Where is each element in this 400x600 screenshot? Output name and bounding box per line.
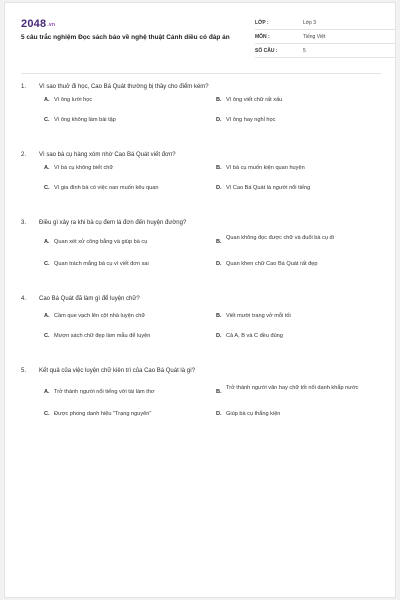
site-logo[interactable] — [21, 18, 55, 30]
meta-row-question-count — [255, 44, 395, 58]
option-letter: D. — [216, 185, 222, 191]
question-3 — [21, 219, 383, 283]
answer-options — [21, 95, 383, 123]
question-number: 4. — [21, 296, 27, 302]
answer-options — [21, 231, 383, 267]
question-number: 3. — [21, 220, 27, 226]
option-letter: C. — [44, 333, 50, 339]
meta-label: SỐ CÂU : — [255, 48, 278, 54]
option-text: Quan trách mắng bà cụ vì viết đơn sai — [54, 261, 149, 267]
option-text: Vì ông hay nghỉ học — [226, 117, 276, 123]
option-text: Quan khen chữ Cao Bá Quát rất đẹp — [226, 261, 318, 267]
option-letter: A. — [44, 97, 50, 103]
option-text: Viết mười trang vở mỗi tối — [226, 313, 291, 319]
meta-row-grade — [255, 16, 395, 30]
header-divider — [21, 73, 381, 74]
option-letter: B. — [216, 239, 222, 245]
option-text: Vì bà cụ không biết chữ — [54, 165, 114, 171]
question-text — [21, 219, 383, 231]
option-text: Vì Cao Bá Quát là người nổi tiếng — [226, 185, 311, 191]
option-letter: B. — [216, 389, 222, 395]
worksheet-header — [21, 16, 381, 71]
option-text: Vì gia đình bà có việc oan muốn kêu quan — [54, 185, 159, 191]
option-letter: D. — [216, 117, 222, 123]
question-2 — [21, 151, 383, 207]
meta-value: Lớp 3 — [303, 20, 317, 26]
option-letter: D. — [216, 261, 222, 267]
logo-suffix: .vn — [47, 22, 56, 28]
question-prompt: Vì sao thuở đi học, Cao Bá Quát thường bị thầy cho điểm kém? — [39, 84, 209, 90]
question-5 — [21, 367, 383, 417]
worksheet-meta — [255, 16, 395, 58]
option-letter: C. — [44, 261, 50, 267]
question-prompt: Cao Bá Quát đã làm gì để luyện chữ? — [39, 296, 140, 302]
option-letter: A. — [44, 165, 50, 171]
worksheet-title: 5 câu trắc nghiệm Đọc sách báo về nghệ thuật Cánh diều có đáp án — [21, 34, 230, 41]
meta-label: MÔN : — [255, 34, 270, 40]
question-prompt: Kết quả của việc luyện chữ kiên trì của Cao Bá Quát là gì? — [39, 368, 196, 374]
option-text: Vì ông không làm bài tập — [54, 117, 116, 123]
meta-label: LỚP : — [255, 20, 269, 26]
option-text: Cầm que vạch lên cột nhà luyện chữ — [54, 313, 146, 319]
option-text: Được phong danh hiệu "Trạng nguyên" — [54, 411, 152, 417]
question-1 — [21, 83, 383, 139]
meta-row-subject — [255, 30, 395, 44]
question-text — [21, 295, 383, 307]
question-text — [21, 367, 383, 379]
option-letter: A. — [44, 313, 50, 319]
option-letter: D. — [216, 411, 222, 417]
option-text: Vì ông lười học — [54, 97, 93, 103]
question-text — [21, 83, 383, 95]
option-text: Giúp bà cụ thắng kiện — [226, 411, 281, 417]
question-prompt: Vì sao bà cụ hàng xóm nhờ Cao Bá Quát viết đơn? — [39, 152, 176, 158]
option-letter: C. — [44, 117, 50, 123]
option-letter: B. — [216, 165, 222, 171]
question-prompt: Điều gì xảy ra khi bà cụ đem lá đơn đến huyện đường? — [39, 220, 187, 226]
option-text: Mượn sách chữ đẹp làm mẫu để luyện — [54, 333, 151, 339]
option-letter: A. — [44, 389, 50, 395]
option-text: Vì bà cụ muốn kiện quan huyện — [226, 165, 305, 171]
option-letter: B. — [216, 97, 222, 103]
answer-options — [21, 379, 383, 417]
answer-options — [21, 163, 383, 191]
logo-text: 2048 — [21, 18, 47, 30]
option-letter: B. — [216, 313, 222, 319]
option-letter: D. — [216, 333, 222, 339]
option-letter: C. — [44, 411, 50, 417]
option-text: Quan không đọc được chữ và đuổi bà cụ đi — [226, 235, 334, 241]
meta-value: Tiếng Việt — [303, 34, 326, 40]
option-letter: A. — [44, 239, 50, 245]
answer-options — [21, 307, 383, 339]
question-number: 1. — [21, 84, 27, 90]
question-number: 2. — [21, 152, 27, 158]
question-list — [21, 83, 383, 417]
option-text: Trở thành người văn hay chữ tốt nổi danh khắp nước — [226, 385, 359, 391]
option-text: Trở thành người nổi tiếng với tài làm thơ — [54, 389, 155, 395]
meta-value: 5 — [303, 48, 306, 54]
option-text: Cả A, B và C đều đúng — [226, 333, 283, 339]
question-text — [21, 151, 383, 163]
option-letter: C. — [44, 185, 50, 191]
question-4 — [21, 295, 383, 355]
option-text: Vì ông viết chữ rất xấu — [226, 97, 283, 103]
option-text: Quan xét xử công bằng và giúp bà cụ — [54, 239, 148, 245]
question-number: 5. — [21, 368, 27, 374]
worksheet-page — [4, 2, 396, 598]
